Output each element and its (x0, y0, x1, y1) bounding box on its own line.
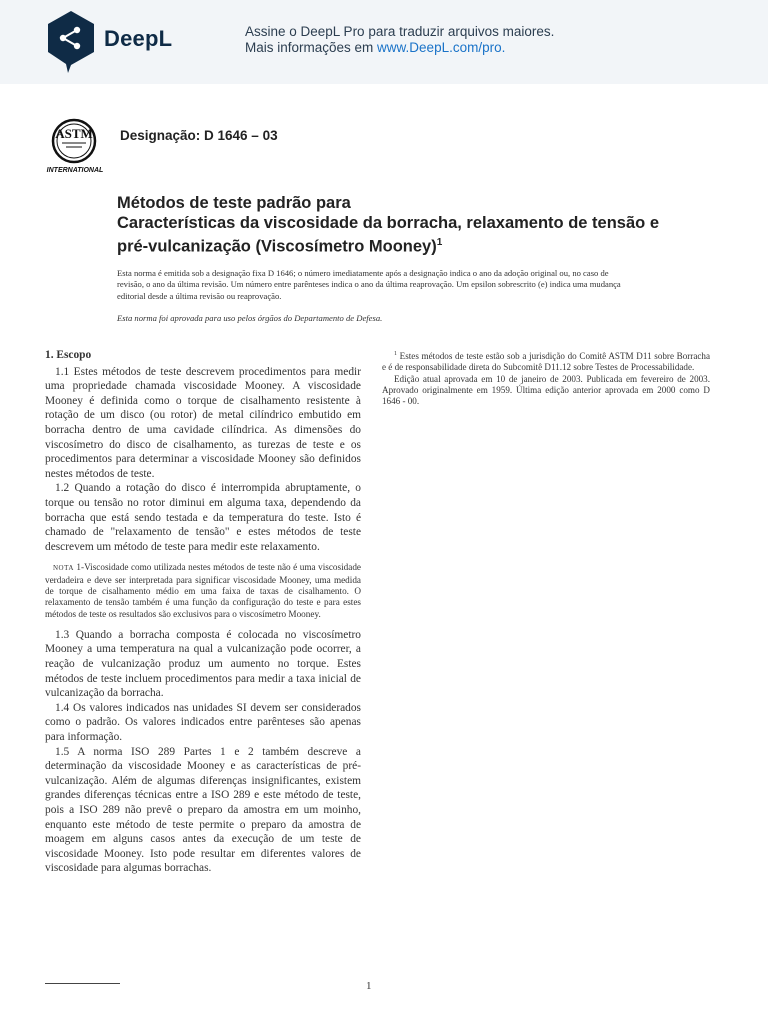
scope-section (45, 348, 361, 876)
footnote-1 (382, 349, 710, 374)
paragraph-1-2: 1.2 Quando a rotação do disco é interrompida abruptamente, o torque ou tensão no rotor diminui em alguma taxa, dependendo da borracha que está sendo testada e da temperatura do teste. Isto é chamado de "relaxamento de tensão" e estes métodos de teste descrevem um método de teste para medir este relaxamento. (45, 482, 361, 553)
paragraph-1-5: 1.5 A norma ISO 289 Partes 1 e 2 também descreve a determinação da viscosidade Mooney e as características de pré-vulcanização. Além de algumas diferenças insignificantes, existem grandes diferenças técnicas entre a ISO 289 e este método de teste, pois a ISO 289 não prevê o preparo da amostra em um moinho, enquanto este método de teste permite o preparo da amostra de moagem em alguns casos antes da execução de um teste de viscosidade Mooney. Isto pode resultar em diferentes valores de viscosidade para algumas borrachas. (45, 745, 361, 875)
promo-prefix: Mais informações em (245, 40, 378, 55)
promo-line-1: Assine o DeepL Pro para traduzir arquivos maiores. (245, 24, 555, 39)
section-heading: 1. Escopo (45, 349, 92, 361)
promo-text (245, 24, 554, 56)
page-number: 1 (366, 980, 372, 992)
deepl-banner (0, 0, 768, 84)
promo-line-2 (245, 40, 554, 56)
paragraph-1-4: 1.4 Os valores indicados nas unidades SI devem ser considerados como o padrão. Os valores indicados entre parênteses são apenas para informação. (45, 701, 361, 743)
note-1 (45, 562, 361, 619)
title-line-3-text: pré-vulcanização (Viscosímetro Mooney) (117, 237, 437, 256)
note-text: 1-Viscosidade como utilizada nestes métodos de teste não é uma viscosidade verdadeira e deve ser interpretada para significar viscosidade Mooney, uma medida de torque de cisalhamento médio em uma faixa de taxas de cisalhamento. O relaxamento de tensão também é uma função da configuração do teste e para estes métodos de teste os resultados são exclusivos para o viscosímetro Mooney. (45, 562, 361, 619)
astm-logo-label: INTERNATIONAL (46, 167, 104, 174)
title-line-1: Métodos de teste padrão para (117, 194, 351, 212)
note-label: NOTA (53, 564, 74, 573)
title-line-3 (117, 233, 717, 257)
footnote-1-text: Estes métodos de teste estão sob a jurisdição do Comitê ASTM D11 sobre Borracha e é de responsabilidade direta do Subcomitê D11.12 sobre Testes de Processabilidade. (382, 351, 710, 373)
paragraph-1-3: 1.3 Quando a borracha composta é colocada no viscosímetro Mooney a uma temperatura na qual a vulcanização pode ocorrer, a reação de vulcanização produz um aumento no torque. Estes métodos de teste incluem procedimentos para medir a taxa inicial de vulcanização da borracha. (45, 628, 361, 700)
designation: Designação: D 1646 – 03 (120, 128, 278, 143)
astm-logo-icon (44, 116, 110, 174)
title-line-2: Características da viscosidade da borracha, relaxamento de tensão e (117, 214, 659, 232)
footnote-2: Edição atual aprovada em 10 de janeiro de 2003. Publicada em fevereiro de 2003. Aprovado originalmente em 1959. Última edição anterior aprovada em 2000 como D 1646 - 00. (382, 373, 710, 407)
footnote-mark: 1 (394, 351, 397, 357)
title-footnote-mark: 1 (436, 237, 443, 248)
svg-text:ASTM: ASTM (55, 126, 93, 141)
deepl-logo-text[interactable]: DeepL (104, 26, 173, 51)
paragraph-1-1: 1.1 Estes métodos de teste descrevem procedimentos para medir uma propriedade chamada viscosidade Mooney. A viscosidade Mooney é definida como o torque de cisalhamento resistente à rotação de um disco (ou rotor) de metal cilíndrico embutido em borracha dentro de uma cavidade cilíndrica. As dimensões do viscosímetro do disco de cisalhamento, as turezas de teste e os procedimentos para determinar a viscosidade Mooney são definidos nestes métodos de teste. (45, 365, 361, 480)
footnote-rule (45, 983, 120, 984)
intro-paragraph: Esta norma é emitida sob a designação fixa D 1646; o número imediatamente após a designação indica o ano da adoção original ou, no caso de revisão, o ano da última revisão. Um número entre parênteses indica o ano da última reaprovação. Um epsilon sobrescrito (e) indica uma mudança editorial desde a última revisão ou reaprovação. (117, 268, 621, 301)
footnotes (382, 349, 710, 408)
document-title (117, 193, 717, 257)
promo-link[interactable]: www.DeepL.com/pro. (377, 40, 506, 55)
defense-note: Esta norma foi aprovada para uso pelos órgãos do Departamento de Defesa. (117, 313, 383, 323)
deepl-logo-icon[interactable] (46, 10, 96, 74)
